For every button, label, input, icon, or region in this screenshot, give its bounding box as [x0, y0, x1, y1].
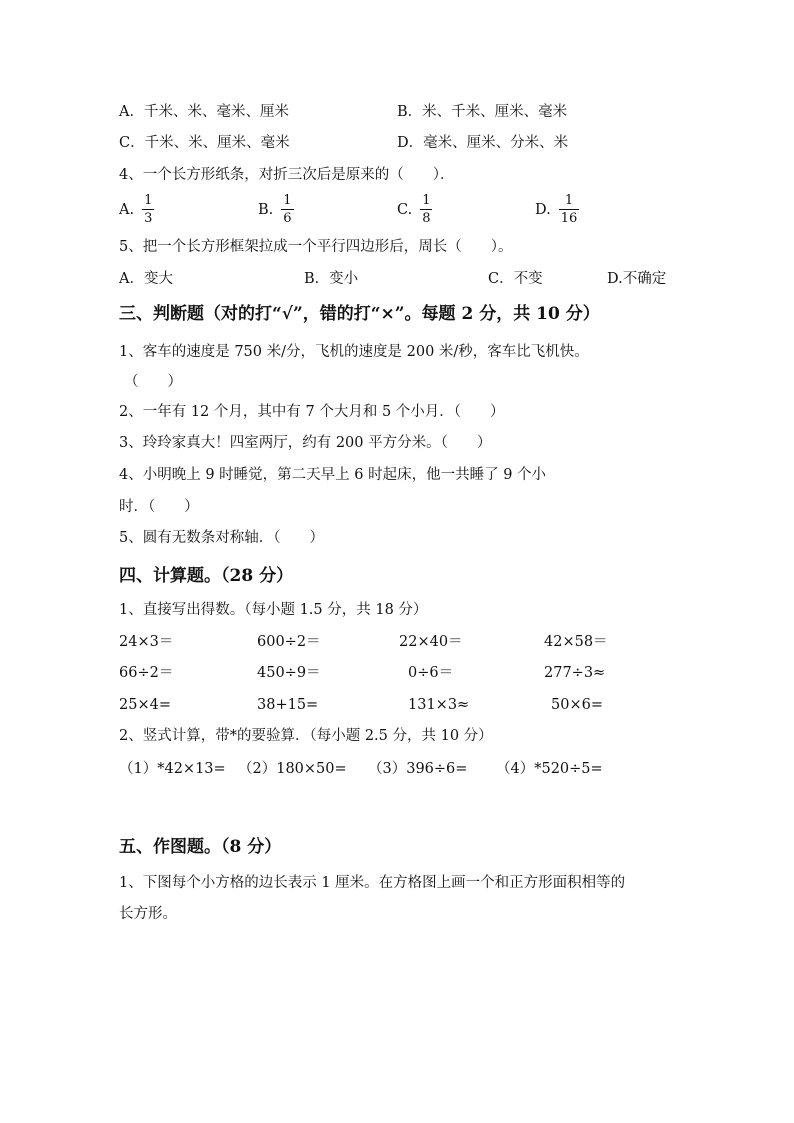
calc-cell: 66÷2＝ — [119, 665, 174, 681]
calc-cell: 131×3≈ — [408, 697, 470, 713]
fraction-one-third — [142, 193, 154, 226]
section4-title: 四、计算题。（28 分） — [119, 566, 294, 586]
vertical-calc-item: （4）*520÷5= — [496, 761, 603, 777]
calc-cell: 38+15= — [257, 697, 319, 713]
q4-option-d-label: D. — [535, 201, 551, 218]
q4-option-b — [258, 193, 294, 226]
calc-q1-stem: 1、直接写出得数。（每小题 1.5 分，共 18 分） — [119, 602, 428, 618]
calc-cell: 450÷9＝ — [257, 665, 321, 681]
fraction-numerator: 1 — [144, 193, 153, 208]
draw-q1-line2: 长方形。 — [119, 906, 177, 922]
calc-cell: 24×3＝ — [119, 634, 174, 650]
judge-item-4: 4、小明晚上 9 时睡觉，第二天早上 6 时起床，他一共睡了 9 个小 — [119, 467, 547, 483]
option-c-units: C．千米、米、厘米、毫米 — [119, 135, 290, 151]
vertical-calc-item: （1）*42×13= — [119, 761, 226, 777]
judge-item-1: 1、客车的速度是 750 米/分，飞机的速度是 200 米/秒，客车比飞机快。 — [119, 344, 589, 360]
q5-option-b: B．变小 — [304, 271, 359, 287]
calc-cell: 0÷6＝ — [408, 665, 454, 681]
calc-cell: 22×40＝ — [399, 634, 463, 650]
draw-q1-line1: 1、下图每个小方格的边长表示 1 厘米。在方格图上画一个和正方形面积相等的 — [119, 875, 626, 891]
q5-stem: 5、把一个长方形框架拉成一个平行四边形后，周长（ ）。 — [119, 239, 513, 255]
judge-item-5: 5、圆有无数条对称轴．（ ） — [119, 530, 324, 546]
calc-cell: 277÷3≈ — [544, 665, 606, 681]
q5-option-d: D.不确定 — [607, 271, 667, 287]
calc-q2-stem: 2、竖式计算，带*的要验算．（每小题 2.5 分，共 10 分） — [119, 728, 493, 744]
calc-cell: 42×58＝ — [544, 634, 608, 650]
fraction-numerator: 1 — [564, 193, 574, 208]
section5-title: 五、作图题。（8 分） — [119, 837, 282, 857]
calc-cell: 50×6= — [551, 697, 603, 713]
fraction-numerator: 1 — [283, 193, 292, 208]
judge-item-1-blank: （ ） — [124, 374, 182, 390]
vertical-calc-item: （3）396÷6= — [368, 761, 468, 777]
judge-item-3: 3、玲玲家真大！四室两厅，约有 200 平方分米。（ ） — [119, 435, 492, 451]
fraction-one-eighth — [420, 193, 432, 226]
fraction-one-sixteenth — [559, 193, 580, 226]
q4-option-d — [535, 193, 579, 226]
fraction-bar — [420, 209, 432, 210]
fraction-one-sixth — [281, 193, 293, 226]
calc-cell: 600÷2＝ — [257, 634, 321, 650]
fraction-numerator: 1 — [422, 193, 431, 208]
q4-option-c-label: C. — [397, 201, 413, 218]
fraction-denominator: 3 — [144, 211, 153, 226]
fraction-denominator: 6 — [283, 211, 292, 226]
option-b-units: B．米、千米、厘米、毫米 — [397, 104, 568, 120]
calc-cell: 25×4= — [119, 697, 171, 713]
q4-option-a — [119, 193, 154, 226]
q4-option-b-label: B. — [258, 201, 274, 218]
fraction-denominator: 16 — [560, 211, 578, 226]
fraction-bar — [559, 209, 580, 210]
q5-option-a: A．变大 — [119, 271, 173, 287]
option-a-units: A．千米、米、毫米、厘米 — [119, 104, 289, 120]
fraction-bar — [281, 209, 293, 210]
judge-item-4-cont: 时．（ ） — [119, 499, 199, 515]
judge-item-2: 2、一年有 12 个月，其中有 7 个大月和 5 个小月．（ ） — [119, 404, 505, 420]
fraction-bar — [142, 209, 154, 210]
q4-stem: 4、一个长方形纸条，对折三次后是原来的（ ）． — [119, 167, 455, 183]
section3-title: 三、判断题（对的打“√”，错的打“×”。每题 2 分，共 10 分） — [119, 304, 600, 324]
q5-option-c: C．不变 — [488, 271, 543, 287]
fraction-denominator: 8 — [422, 211, 431, 226]
q4-option-a-label: A. — [119, 201, 135, 218]
q4-option-c — [397, 193, 432, 226]
option-d-units: D．毫米、厘米、分米、米 — [397, 135, 569, 151]
vertical-calc-item: （2）180×50= — [238, 761, 347, 777]
